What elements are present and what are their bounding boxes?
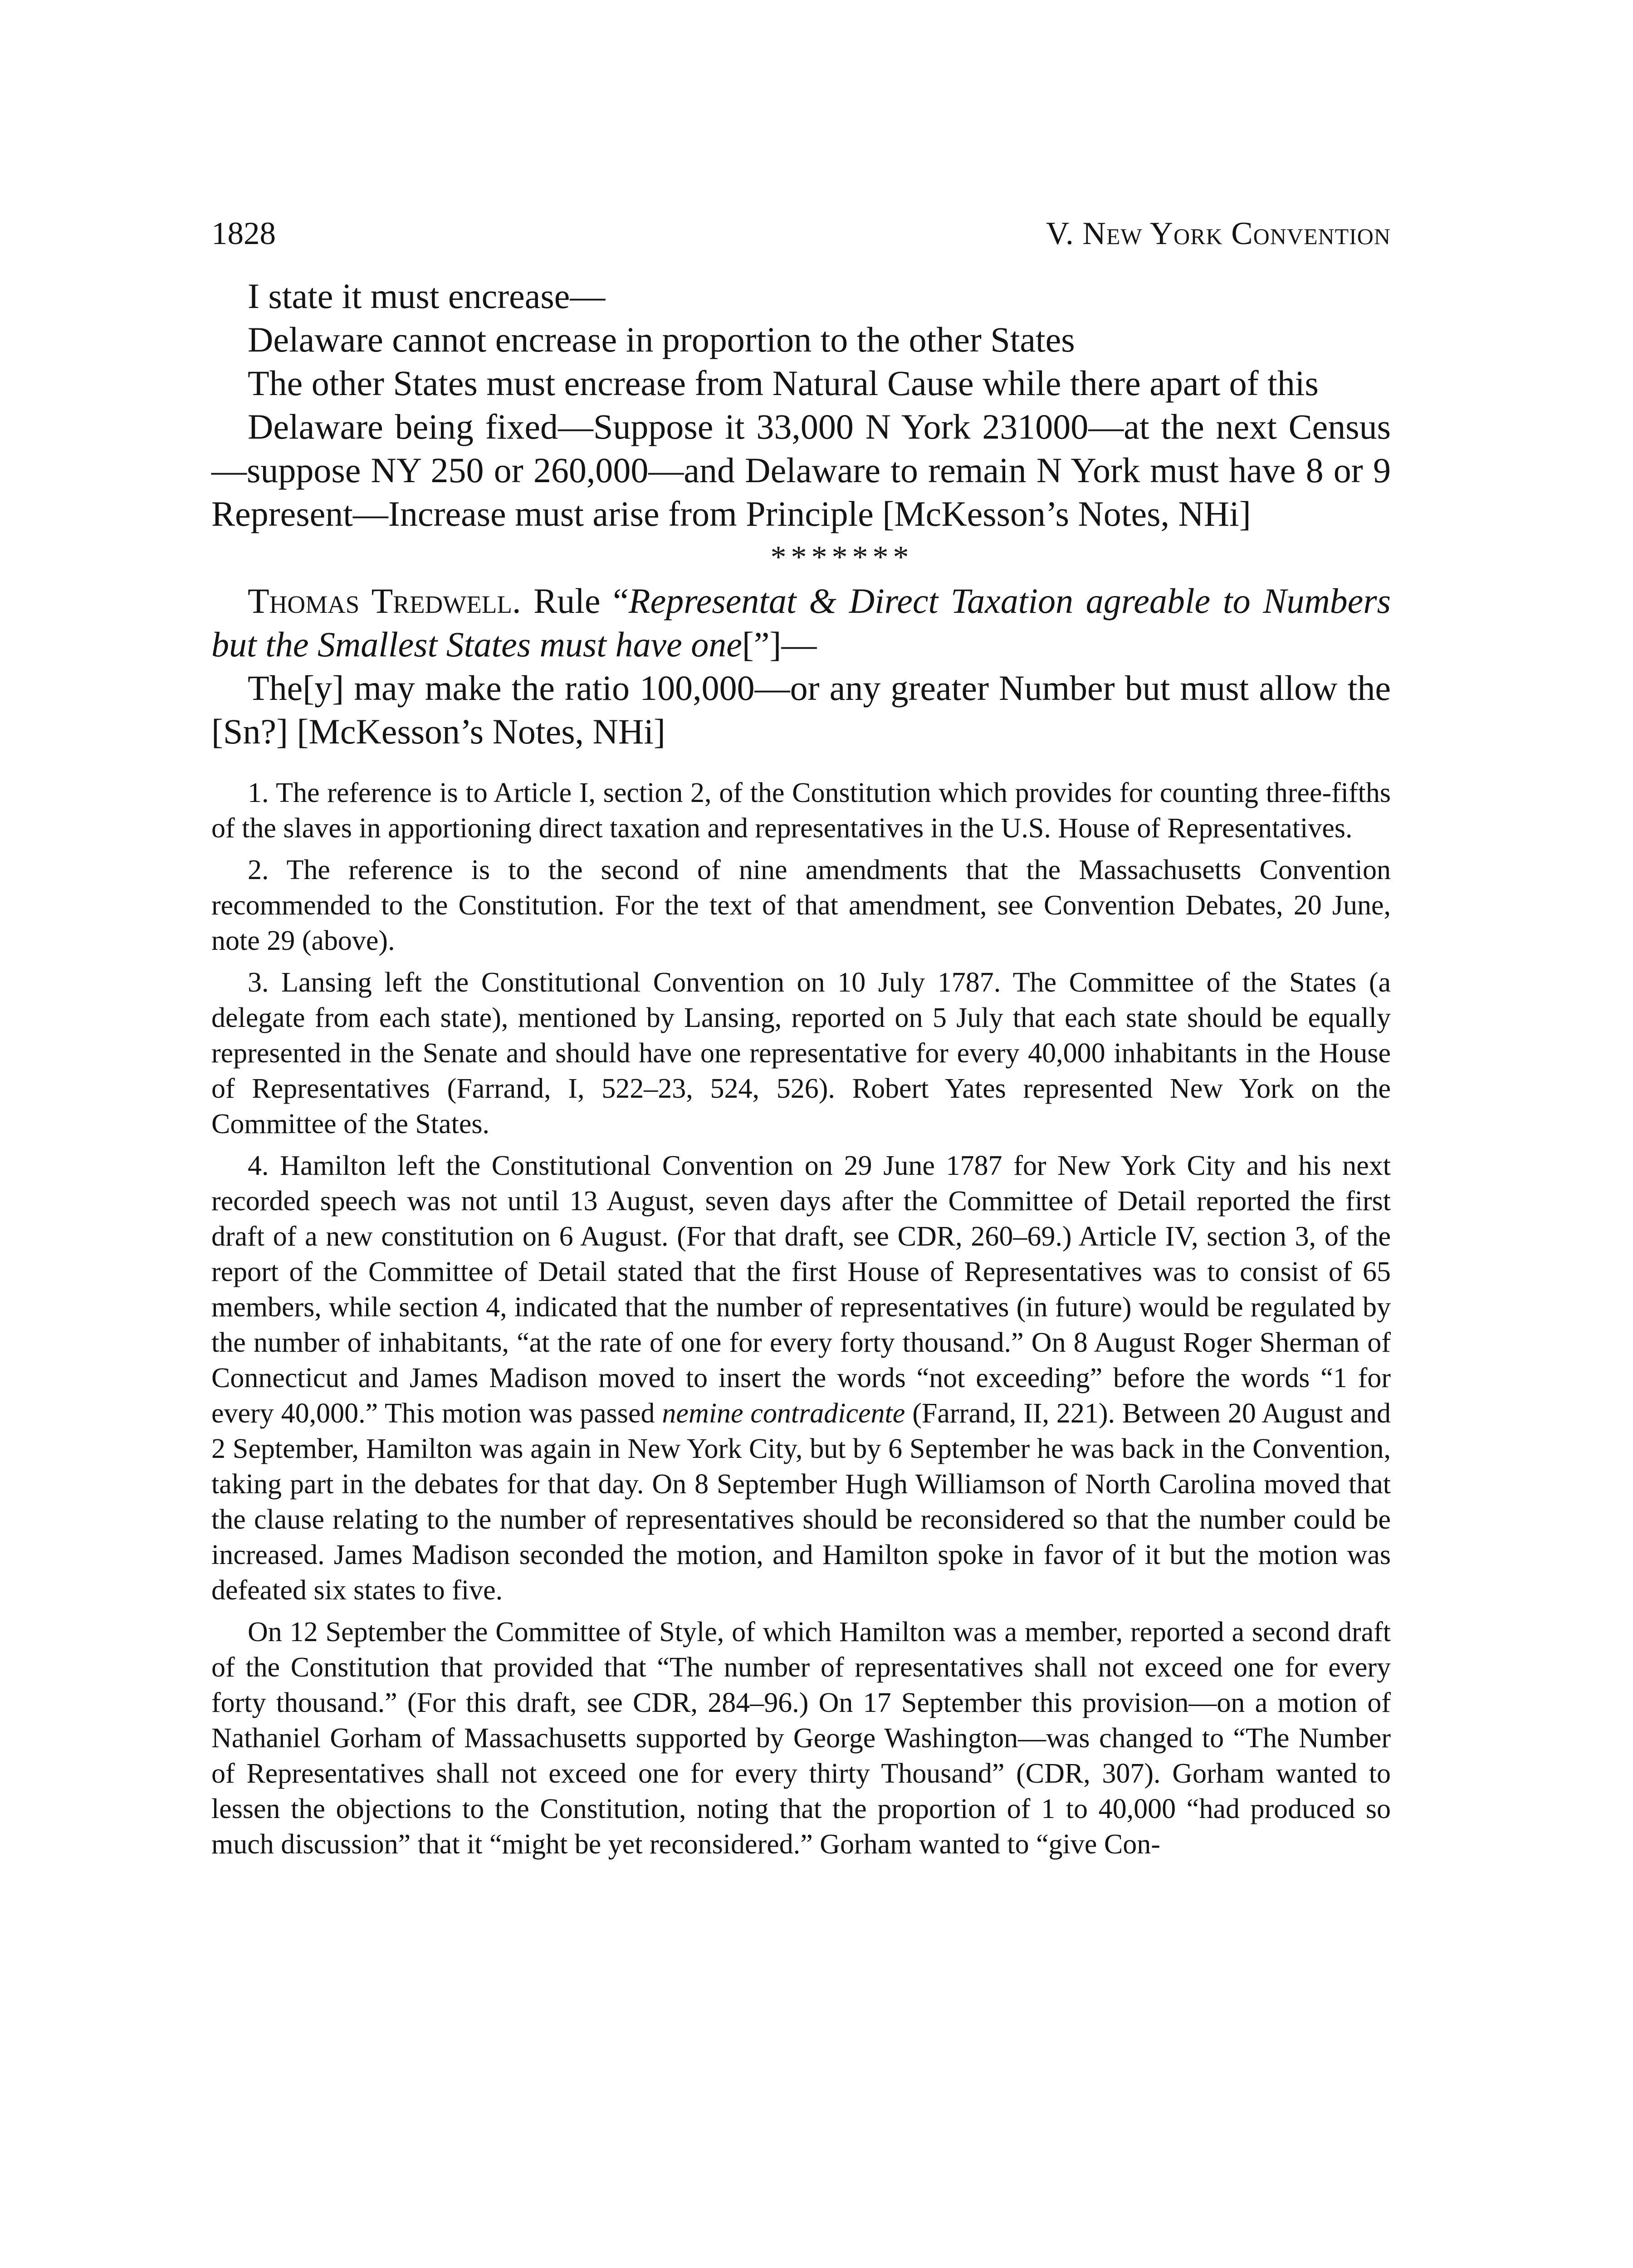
page-header xyxy=(211,218,1391,261)
body-line-4: Delaware being fixed—Suppose it 33,000 N York 231000—at the next Census—suppose NY 250 or 260,000—and Delaware to remain N York must have 8 or 9 Represent—Increase must arise from Principle [McKesson’s Notes, NHi] xyxy=(211,407,1391,533)
footnote-4 xyxy=(211,1148,1391,1608)
body-line-5: The[y] may make the ratio 100,000—or any greater Number but must allow the [Sn?] [McKesson’s Notes, NHi] xyxy=(211,668,1391,751)
speaker-text-before: Rule “ xyxy=(533,581,629,621)
speaker-quote: Representat & Direct Taxation agreable to Numbers but the Smallest States must have one xyxy=(211,581,1391,664)
footnote-4-latin: nemine contradicente xyxy=(662,1398,905,1429)
page-number: 1828 xyxy=(211,216,276,251)
footnote-4-continued: On 12 September the Committee of Style, of which Hamilton was a member, reported a second draft of the Constitution that provided that “The number of representatives shall not exceed one for every forty thousand.” (For this draft, see CDR, 284–96.) On 17 September this provision—on a motion of Nathaniel Gorham of Massachusetts supported by George Washington—was changed to “The Number of Representatives shall not exceed one for every thirty Thousand” (CDR, 307). Gorham wanted to lessen the objections to the Constitution, noting that the proportion of 1 to 40,000 “had produced so much discussion” that it “might be yet reconsidered.” Gorham wanted to “give Con- xyxy=(211,1617,1391,1860)
footnote-3: 3. Lansing left the Constitutional Convention on 10 July 1787. The Committee of the States (a delegate from each state), mentioned by Lansing, reported on 5 July that each state should be equally represented in the Senate and should have one representative for every 40,000 inhabitants in the House of Representatives (Farrand, I, 522–23, 524, 526). Robert Yates represented New York on the Committee of the States. xyxy=(211,967,1391,1139)
body-line-3: The other States must encrease from Natural Cause while there apart of this xyxy=(248,363,1319,403)
body-line-2: Delaware cannot encrease in proportion to the other States xyxy=(248,320,1075,359)
speaker-paragraph xyxy=(211,579,1391,666)
footnotes xyxy=(211,775,1391,1862)
body-line-1: I state it must encrease— xyxy=(248,276,606,316)
footnote-4-part-b: (Farrand, II, 221). Between 20 August and 2 September, Hamilton was again in New York City, but by 6 September he was back in the Convention, taking part in the debates for that day. On 8 September Hugh Williamson of North Carolina moved that the clause relating to the number of representatives should be reconsidered so that the number could be increased. James Madison seconded the motion, and Hamilton spoke in favor of it but the motion was defeated six states to five. xyxy=(211,1398,1391,1606)
footnote-4-part-a: 4. Hamilton left the Constitutional Convention on 29 June 1787 for New York City and his next recorded speech was not until 13 August, seven days after the Committee of Detail reported the first draft of a new constitution on 6 August. (For that draft, see CDR, 260–69.) Article IV, section 3, of the report of the Committee of Detail stated that the first House of Representatives was to consist of 65 members, while section 4, indicated that the number of representatives (in future) would be regulated by the number of inhabitants, “at the rate of one for every forty thousand.” On 8 August Roger Sherman of Connecticut and James Madison moved to insert the words “not exceeding” before the words “1 for every 40,000.” This motion was passed xyxy=(211,1150,1391,1429)
running-head: V. New York Convention xyxy=(1046,216,1391,251)
footnote-1: 1. The reference is to Article I, section 2, of the Constitution which provides for counting three-fifths of the slaves in apportioning direct taxation and representatives in the U.S. House of Representatives. xyxy=(211,777,1391,844)
document-page xyxy=(211,218,1391,1862)
footnote-2: 2. The reference is to the second of nine amendments that the Massachusetts Convention recommended to the Constitution. For the text of that amendment, see Convention Debates, 20 June, note 29 (above). xyxy=(211,855,1391,956)
section-separator: ******* xyxy=(770,540,914,575)
body-text xyxy=(211,274,1391,753)
speaker-text-after: [”]— xyxy=(742,625,817,664)
speaker-name: Thomas Tredwell. xyxy=(248,581,521,621)
